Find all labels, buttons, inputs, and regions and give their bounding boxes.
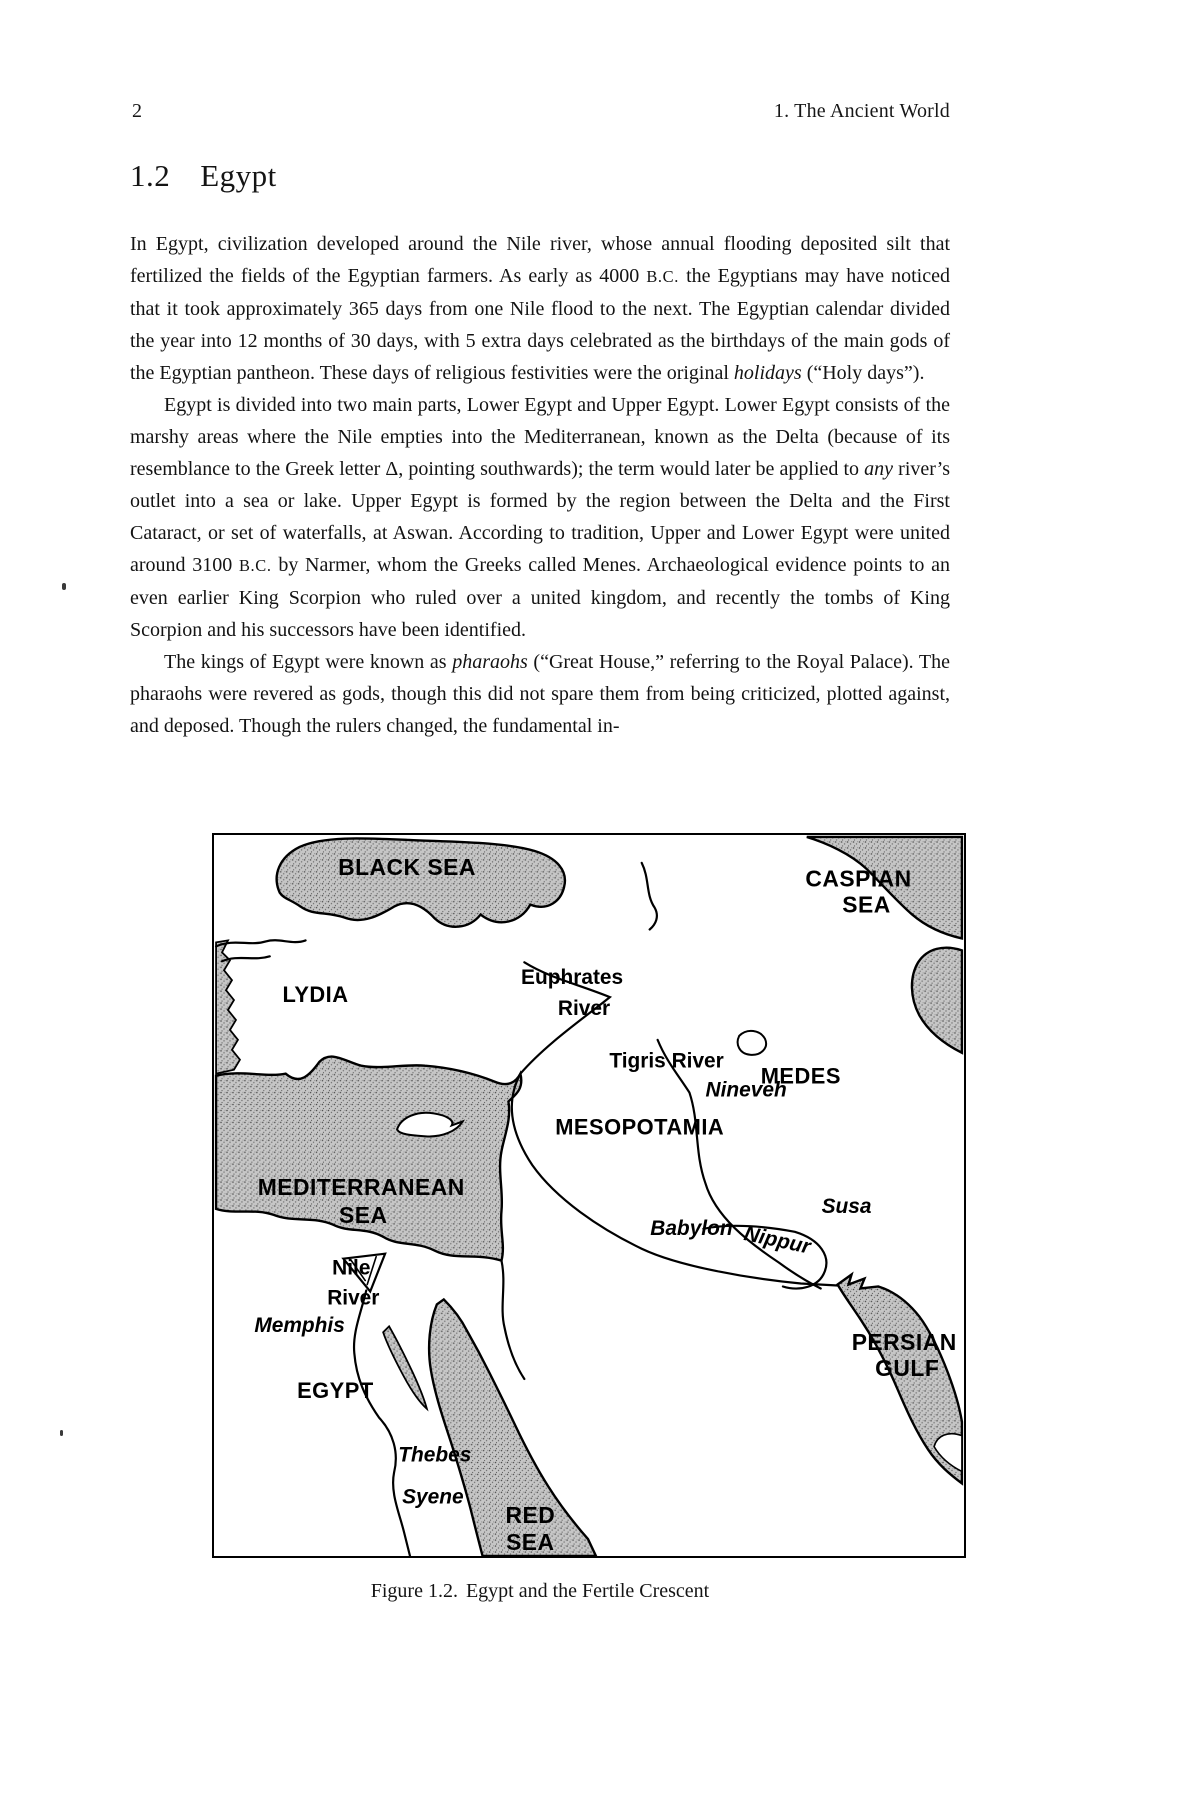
map-label-euphrates-river-line1: Euphrates [521, 966, 624, 990]
map-label-susa: Susa [821, 1194, 872, 1218]
figure-caption-label: Figure 1.2. [370, 1580, 458, 1602]
caspian-sea-lower-shape [912, 948, 962, 1053]
map-label-nineveh: Nineveh [705, 1078, 787, 1102]
map-label-persian-gulf-line1: PERSIAN [851, 1329, 957, 1356]
map-label-memphis: Memphis [254, 1314, 345, 1338]
map-label-euphrates-river-line2: River [557, 997, 611, 1021]
scan-artifact [62, 583, 66, 590]
map-label-nile-river-line2: River [327, 1286, 380, 1310]
map-label-egypt: EGYPT [297, 1377, 374, 1403]
running-head-title: 1. The Ancient World [773, 100, 950, 122]
map-labels [254, 854, 956, 1555]
black-sea-east-tail [642, 863, 657, 930]
map-label-mediterranean-line2: SEA [339, 1201, 388, 1228]
section-heading [130, 158, 277, 194]
levant-coast-line [501, 1261, 524, 1379]
map-label-nippur: Nippur [742, 1222, 813, 1259]
map-label-mediterranean-line1: MEDITERRANEAN [257, 1174, 465, 1201]
map-label-syene: Syene [402, 1485, 464, 1509]
body-text [130, 228, 950, 742]
section-number: 1.2 [130, 158, 171, 193]
bosporus-coast-line [216, 940, 306, 946]
map-label-thebes: Thebes [398, 1443, 472, 1467]
figure-caption-text: Egypt and the Fertile Crescent [465, 1580, 710, 1602]
nile-river-line [354, 1290, 410, 1556]
running-head [132, 100, 950, 123]
mediterranean-sea-shape [216, 1057, 521, 1261]
scan-artifact [60, 1430, 63, 1436]
figure-caption [130, 1580, 950, 1603]
map-label-caspian-sea-line2: SEA [842, 891, 891, 918]
inland-lake [738, 1031, 766, 1055]
body-paragraph-2: Egypt is divided into two main parts, Lower Egypt and Upper Egypt. Lower Egypt consists of the marshy areas where the Nile empties into the Mediterranean, known as the Delta (because of its resemblance to the Greek letter Δ, pointing southwards); the term would later be applied to any river’s outlet into a sea or lake. Upper Egypt is formed by the region between the Delta and the First Cataract, or set of waterfalls, at Aswan. According to tradition, Upper and Lower Egypt were united around 3100 B.C. by Narmer, whom the Greeks called Menes. Archaeological evidence points to an even earlier King Scorpion who ruled over a united kingdom, and recently the tombs of King Scorpion and his successors have been identified. [130, 394, 950, 641]
gulf-of-suez-shape [383, 1326, 427, 1409]
map-figure [212, 833, 966, 1558]
map-label-medes: MEDES [760, 1063, 841, 1089]
section-title: Egypt [200, 158, 277, 193]
page-number: 2 [132, 100, 142, 122]
map-label-black-sea: BLACK SEA [338, 853, 476, 880]
map-label-persian-gulf-line2: GULF [875, 1354, 940, 1381]
map-svg [214, 835, 964, 1556]
map-label-lydia: LYDIA [282, 982, 349, 1008]
body-paragraph-1: In Egypt, civilization developed around the Nile river, whose annual flooding deposited silt that fertilized the fields of the Egyptian farmers. As early as 4000 B.C. the Egyptians may have noticed that it took approximately 365 days from one Nile flood to the next. The Egyptian calendar divided the year into 12 months of 30 days, with 5 extra days celebrated as the birthdays of the main gods of the Egyptian pantheon. These days of religious festivities were the original holidays (“Holy days”). [130, 233, 950, 384]
map-label-caspian-sea-line1: CASPIAN [805, 865, 912, 892]
map-label-red-sea-line2: SEA [506, 1529, 555, 1556]
map-label-red-sea-line1: RED [505, 1502, 556, 1529]
map-label-nile-river-line1: Nile [332, 1256, 371, 1280]
map-label-babylon: Babylon [650, 1216, 733, 1240]
black-sea-shape [277, 838, 565, 926]
map-label-mesopotamia: MESOPOTAMIA [555, 1114, 725, 1140]
map-label-tigris-river: Tigris River [609, 1049, 724, 1073]
body-paragraph-3: The kings of Egypt were known as pharaohs (“Great House,” referring to the Royal Palace). The pharaohs were revered as gods, though this did not spare them from being criticized, plotted against, and deposed. Though the rulers changed, the fundamental in- [130, 651, 950, 737]
